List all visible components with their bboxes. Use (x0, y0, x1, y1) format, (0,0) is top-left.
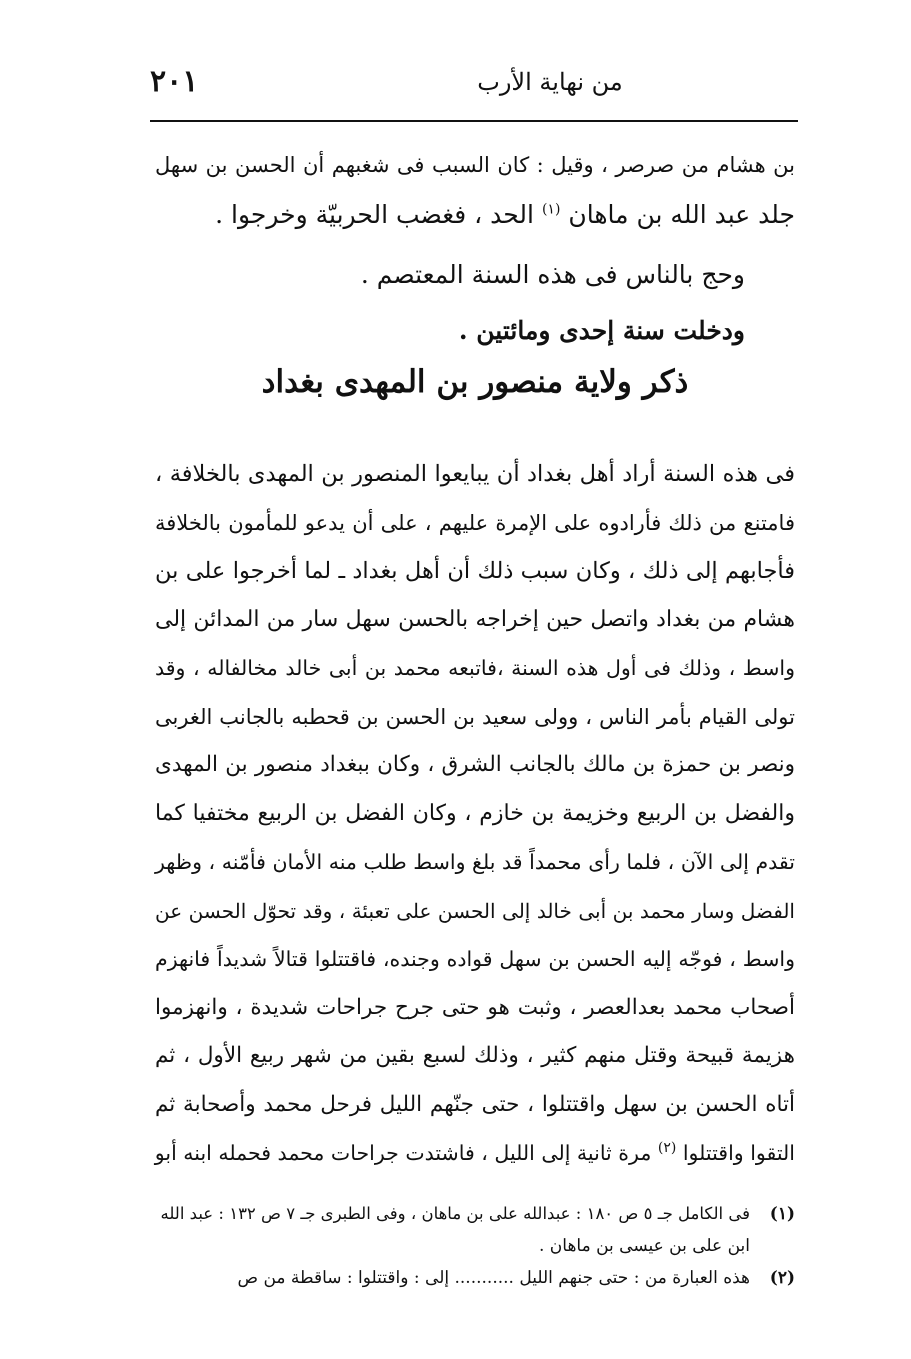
header-rule (150, 120, 798, 122)
body-line: فأجابهم إلى ذلك ، وكان سبب ذلك أن أهل بغداد ـ لما أخرجوا على بن (155, 558, 795, 584)
body-line: واسط ، فوجّه إليه الحسن بن سهل قواده وجنده، فاقتتلوا قتالاً شديداً فانهزم (155, 947, 795, 971)
footnote-text: فى الكامل جـ ٥ ص ١٨٠ : عبدالله على بن ماهان ، وفى الطبرى جـ ٧ ص ١٣٢ : عبد الله (160, 1204, 750, 1223)
year-note: ودخلت سنة إحدى ومائتين . (458, 316, 745, 345)
body-line: الفضل وسار محمد بن أبى خالد إلى الحسن على تعبئة ، وقد تحوّل الحسن عن (155, 898, 795, 923)
body-line: هشام من بغداد واتصل حين إخراجه بالحسن سهل سار من المدائن إلى (155, 606, 795, 632)
footnote-ref-1: (١) (541, 201, 561, 218)
footnote-number: (٢) (769, 1268, 795, 1288)
footnotes (160, 1198, 795, 1294)
body-line: هزيمة قبيحة وقتل منهم كثير ، وذلك لسبع بقين من شهر ربيع الأول ، ثم (155, 1043, 795, 1068)
footnote-2 (160, 1262, 795, 1294)
body-line: تولى القيام بأمر الناس ، وولى سعيد بن الحسن بن قحطبه بالجانب الغربى (155, 704, 795, 729)
body-line: واسط ، وذلك فى أول هذه السنة ،فاتبعه محمد بن أبى خالد مخالفاله ، وقد (155, 656, 795, 680)
body-paragraph (155, 450, 795, 1178)
footnote-text: هذه العبارة من : حتى جنهم الليل ........... إلى : واقتتلوا : ساقطة من ص (237, 1268, 750, 1288)
hajj-note: وحج بالناس فى هذه السنة المعتصم . (360, 260, 745, 289)
footnote-ref-2: (٢) (657, 1140, 677, 1157)
footnote-1 (160, 1198, 795, 1262)
body-line: فى هذه السنة أراد أهل بغداد أن يبايعوا المنصور بن المهدى بالخلافة ، (155, 461, 795, 487)
intro-paragraph (155, 140, 795, 240)
body-line: ونصر بن حمزة بن مالك بالجانب الشرق ، وكان ببغداد منصور بن المهدى (155, 752, 795, 777)
footnote-number: (١) (769, 1204, 795, 1224)
body-line: أصحاب محمد بعدالعصر ، وثبت هو حتى جرح جراحات شديدة ، وانهزموا (155, 994, 795, 1020)
running-title: من نهاية الأرب (477, 68, 623, 96)
body-line: والفضل بن الربيع وخزيمة بن خازم ، وكان الفضل بن الربيع مختفيا كما (155, 800, 795, 826)
section-heading: ذكر ولاية منصور بن المهدى بغداد (261, 364, 689, 400)
intro-line-rest: الحد ، فغضب الحربيّة وخرجوا . (215, 200, 534, 229)
intro-line: بن هشام من صرصر ، وقيل : كان السبب فى شغبهم أن الحسن بن سهل (155, 153, 795, 177)
page-number: ٢٠١ (150, 64, 199, 99)
footnote-text: ابن على بن عيسى بن ماهان . (538, 1236, 750, 1256)
body-line (155, 1129, 795, 1178)
body-line: أتاه الحسن بن سهل واقتتلوا ، حتى جنّهم الليل فرحل محمد وأصحابة ثم (155, 1091, 795, 1117)
intro-line-text: جلد عبد الله بن ماهان (568, 200, 795, 229)
intro-line (155, 190, 795, 240)
body-line: فامتنع من ذلك فأرادوه على الإمرة عليهم ، على أن يدعو للمأمون بالخلافة (155, 510, 795, 535)
body-line-text: مرة ثانية إلى الليل ، فاشتدت جراحات محمد فحمله ابنه أبو (154, 1141, 652, 1165)
body-line: تقدم إلى الآن ، فلما رأى محمداً قد بلغ واسط طلب منه الأمان فأمّنه ، وظهر (155, 850, 795, 874)
page-header (150, 60, 800, 110)
body-line-text: التقوا واقتتلوا (682, 1141, 795, 1165)
